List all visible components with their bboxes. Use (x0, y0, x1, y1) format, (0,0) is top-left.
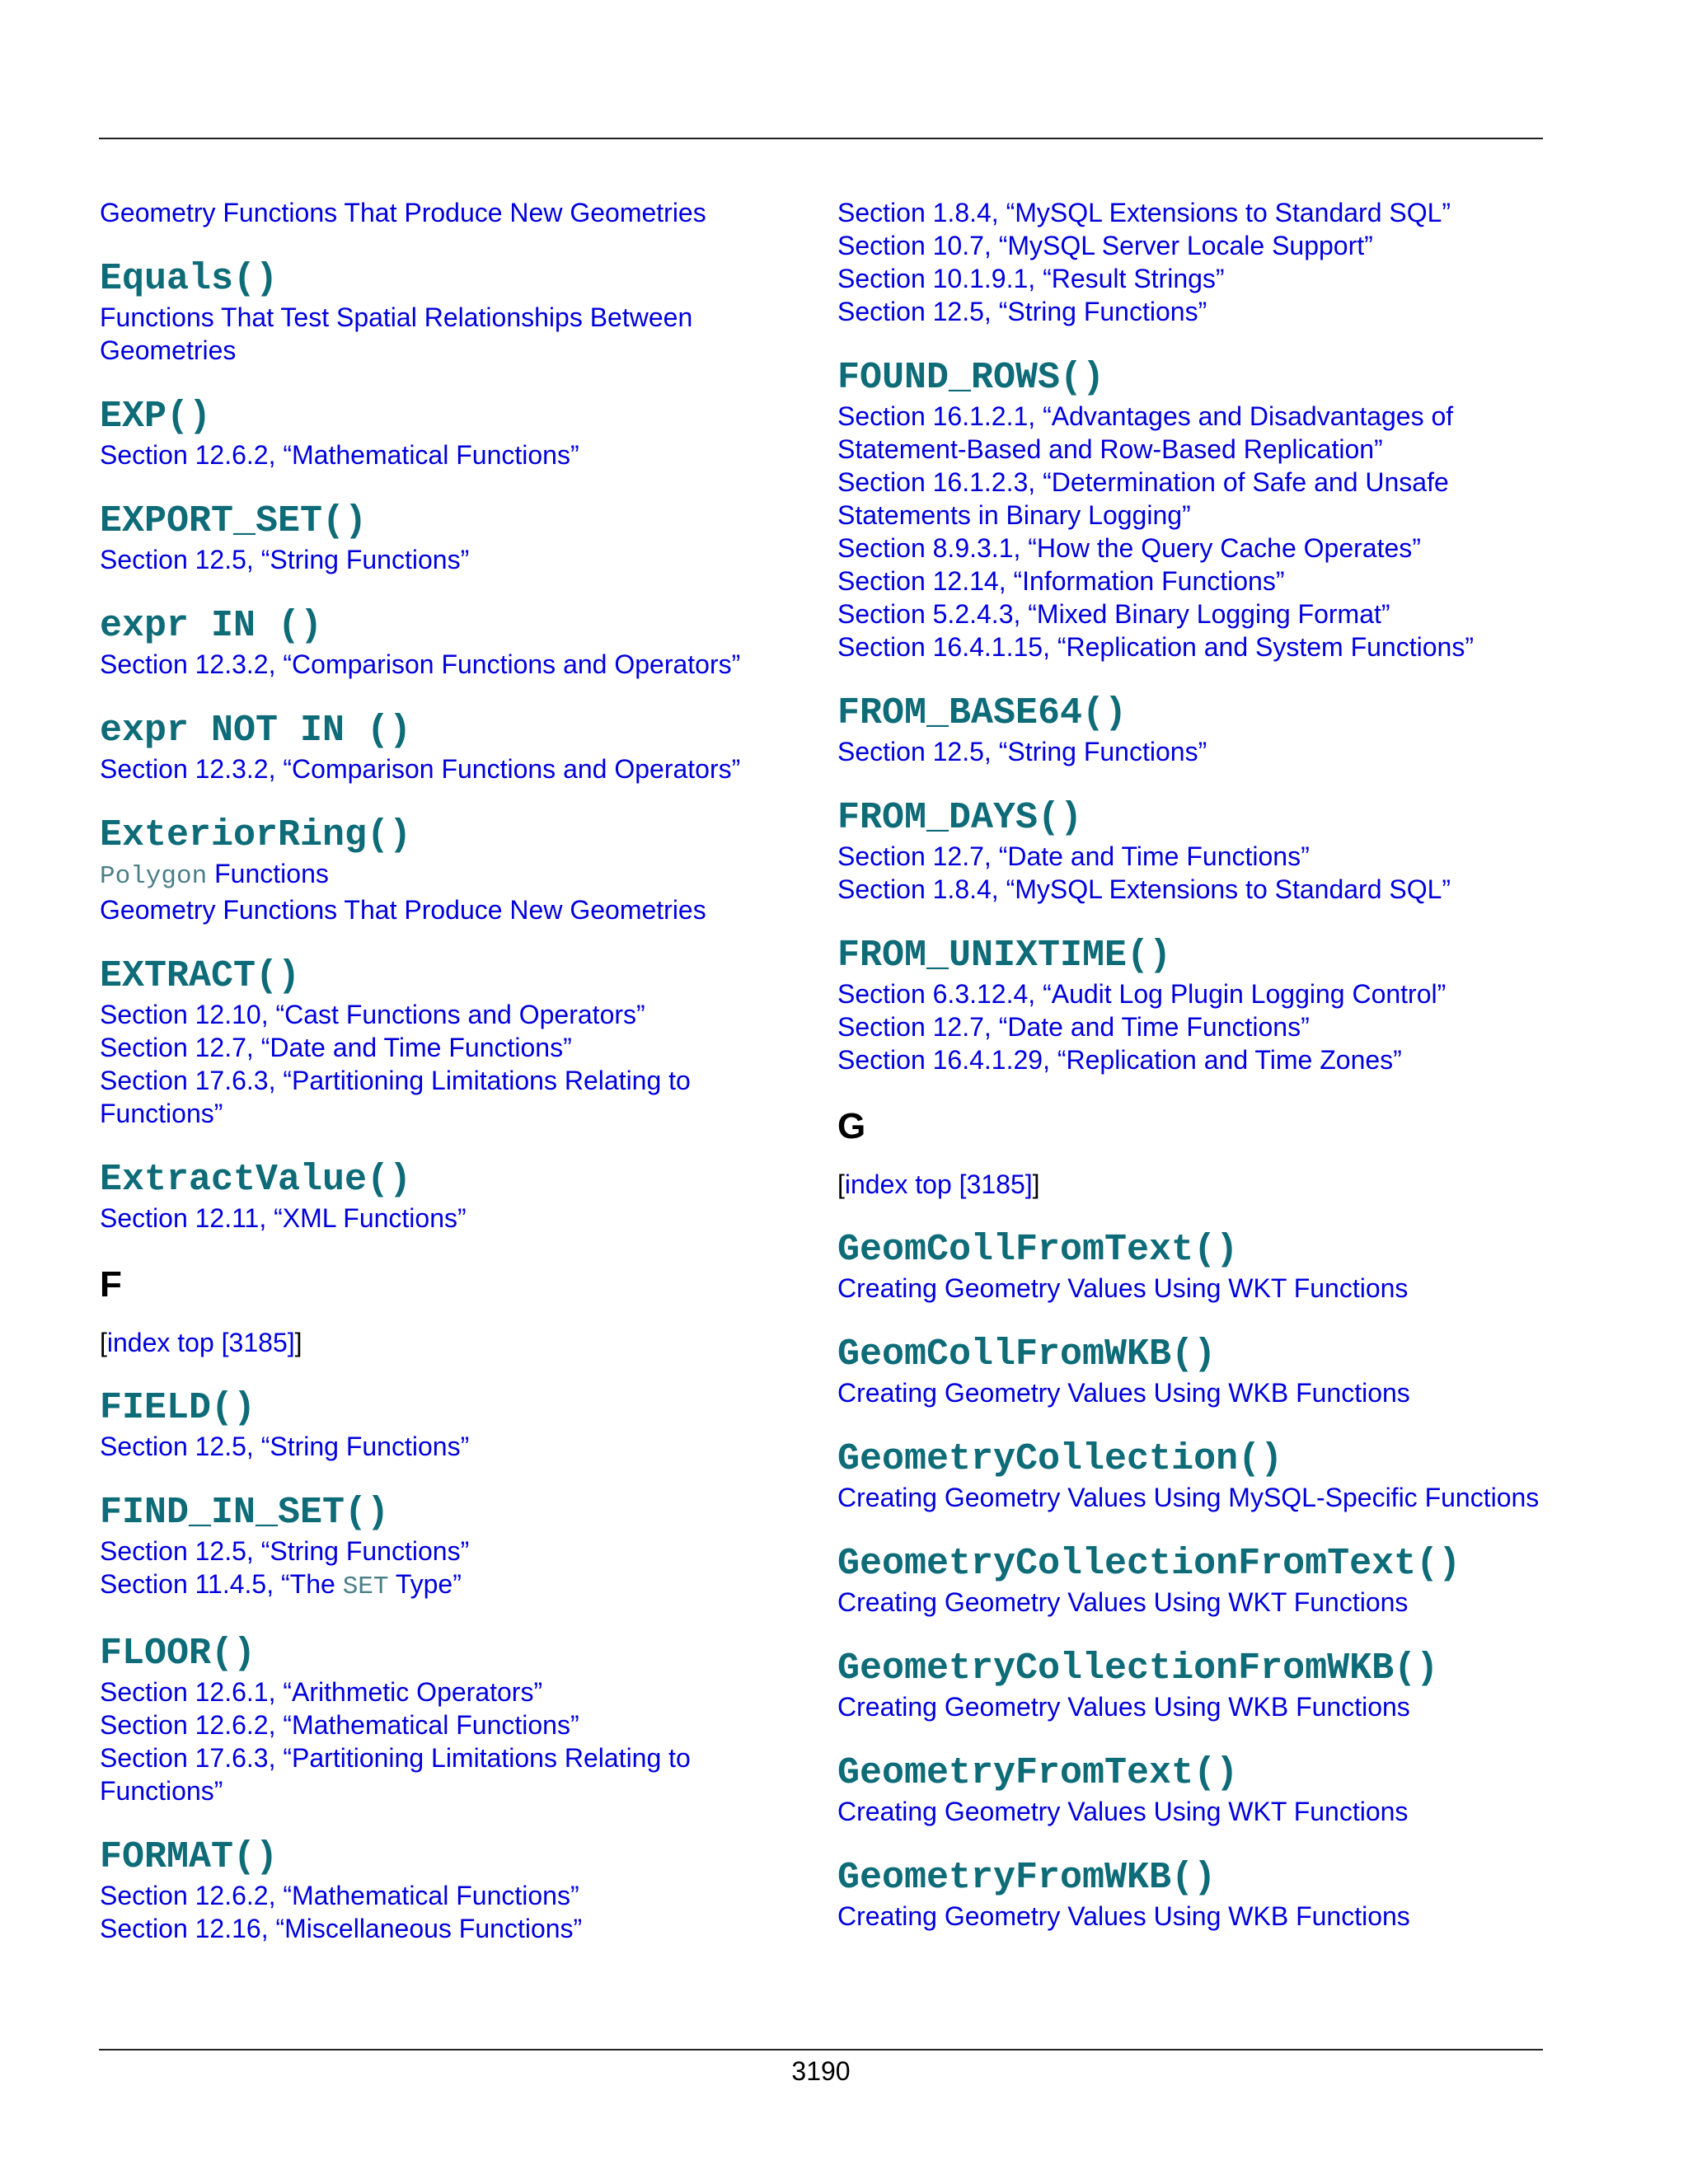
index-column-left (100, 196, 792, 1974)
index-reference-link[interactable]: Section 12.5, “String Functions” (100, 1536, 470, 1566)
index-term-format: FORMAT() (100, 1836, 279, 1878)
index-reference-link[interactable]: Section 16.1.2.1, “Advantages and Disadvantages of Statement-Based and Row-Based Replication” (837, 401, 1454, 464)
index-reference-link[interactable]: Section 6.3.12.4, “Audit Log Plugin Logging Control” (837, 979, 1447, 1009)
index-entry (100, 396, 792, 471)
index-reference-link[interactable]: Creating Geometry Values Using WKT Functions (837, 1273, 1409, 1303)
index-entry (100, 1159, 792, 1235)
index-reference-link[interactable]: Section 10.7, “MySQL Server Locale Support” (837, 231, 1373, 260)
index-term-find-in-set: FIND_IN_SET() (100, 1492, 390, 1534)
index-term-expr-in: expr IN () (100, 605, 323, 647)
index-reference-link[interactable]: Section 12.14, “Information Functions” (837, 566, 1285, 596)
letter-heading-f: F (100, 1264, 122, 1305)
index-term-equals: Equals() (100, 258, 279, 300)
index-term-expr-not-in: expr NOT IN () (100, 710, 412, 752)
index-reference-link[interactable]: Section 10.1.9.1, “Result Strings” (837, 264, 1225, 293)
index-top-nav (837, 1168, 1546, 1201)
index-reference-link[interactable]: Geometry Functions That Produce New Geometries (100, 895, 706, 925)
index-term-geometryfromtext: GeometryFromText() (837, 1752, 1239, 1794)
index-reference-link[interactable]: Section 12.7, “Date and Time Functions” (837, 841, 1310, 871)
index-entry (837, 1438, 1546, 1514)
bracket-open: [ (837, 1169, 845, 1199)
carry-over-references (837, 196, 1546, 328)
index-term-floor: FLOOR() (100, 1633, 256, 1675)
index-term-export-set: EXPORT_SET() (100, 500, 368, 542)
index-column-right (837, 196, 1546, 1961)
index-entry (837, 1333, 1546, 1409)
bracket-open: [ (100, 1328, 107, 1357)
index-reference-link[interactable]: Section 12.6.2, “Mathematical Functions” (100, 440, 579, 470)
index-reference-link[interactable]: Creating Geometry Values Using WKB Functions (837, 1901, 1410, 1931)
index-entry (100, 710, 792, 785)
index-term-extract: EXTRACT() (100, 955, 301, 997)
index-reference-link[interactable]: Section 12.16, “Miscellaneous Functions” (100, 1914, 583, 1943)
index-reference-link[interactable]: Geometry Functions That Produce New Geometries (100, 198, 706, 227)
index-top-nav (100, 1326, 792, 1359)
index-reference-link[interactable]: Section 12.3.2, “Comparison Functions and Operators” (100, 754, 741, 784)
carry-over-references (100, 196, 792, 229)
index-reference-link[interactable]: Creating Geometry Values Using WKT Functions (837, 1587, 1409, 1617)
letter-heading-g: G (837, 1106, 866, 1146)
index-reference-link[interactable]: Section 12.3.2, “Comparison Functions and Operators” (100, 649, 741, 679)
index-reference-link[interactable]: Section 16.4.1.15, “Replication and System Functions” (837, 632, 1474, 662)
index-entry (837, 935, 1546, 1076)
index-term-extractvalue: ExtractValue() (100, 1159, 412, 1201)
index-reference-link[interactable]: Functions That Test Spatial Relationships Between Geometries (100, 302, 693, 365)
index-term-from-days: FROM_DAYS() (837, 797, 1083, 839)
index-reference-link[interactable]: Section 12.5, “String Functions” (837, 297, 1207, 326)
index-term-geomcollfromwkb: GeomCollFromWKB() (837, 1333, 1217, 1376)
index-entry (837, 797, 1546, 906)
index-term-geometrycollectionfromtext: GeometryCollectionFromText() (837, 1543, 1461, 1585)
bracket-close: ] (294, 1328, 302, 1357)
index-reference-link[interactable]: Section 8.9.3.1, “How the Query Cache Operates” (837, 533, 1421, 563)
index-reference-link[interactable]: Creating Geometry Values Using WKB Functions (837, 1692, 1410, 1722)
index-reference-link[interactable]: Creating Geometry Values Using MySQL-Specific Functions (837, 1483, 1540, 1512)
index-reference-link[interactable]: Section 17.6.3, “Partitioning Limitations Relating to Functions” (100, 1066, 691, 1128)
index-term-geometrycollection: GeometryCollection() (837, 1438, 1283, 1480)
index-entry (100, 955, 792, 1130)
index-reference-link[interactable]: Section 12.7, “Date and Time Functions” (837, 1012, 1310, 1042)
index-reference-link[interactable]: Section 1.8.4, “MySQL Extensions to Standard SQL” (837, 874, 1451, 904)
index-reference-link[interactable]: Section 16.1.2.3, “Determination of Safe and Unsafe Statements in Binary Logging” (837, 467, 1449, 530)
index-reference-link[interactable]: Section 12.10, “Cast Functions and Operators” (100, 1000, 645, 1029)
index-entry (837, 1229, 1546, 1305)
index-reference-link[interactable]: Section 12.5, “String Functions” (100, 545, 470, 574)
index-reference-link[interactable]: Section 17.6.3, “Partitioning Limitations Relating to Functions” (100, 1743, 691, 1806)
index-reference-link[interactable]: Section 1.8.4, “MySQL Extensions to Standard SQL” (837, 198, 1451, 227)
index-entry (837, 1543, 1546, 1619)
index-reference-link[interactable]: Section 16.4.1.29, “Replication and Time Zones” (837, 1045, 1402, 1075)
reference-text: Type” (388, 1569, 462, 1599)
index-reference-link[interactable]: Creating Geometry Values Using WKT Functions (837, 1797, 1409, 1826)
index-reference-link[interactable]: Section 5.2.4.3, “Mixed Binary Logging Format” (837, 599, 1390, 629)
index-reference-link[interactable]: Section 12.6.1, “Arithmetic Operators” (100, 1677, 543, 1707)
reference-text: Functions (207, 859, 329, 888)
index-reference-link[interactable]: Creating Geometry Values Using WKB Functions (837, 1378, 1410, 1408)
index-term-found-rows: FOUND_ROWS() (837, 357, 1105, 399)
index-reference-link[interactable]: Section 12.11, “XML Functions” (100, 1203, 467, 1233)
reference-text: Section 11.4.5, “The (100, 1569, 343, 1599)
index-term-geomcollfromtext: GeomCollFromText() (837, 1229, 1239, 1271)
index-entry (100, 1633, 792, 1807)
reference-code: SET (342, 1572, 389, 1601)
index-reference-link[interactable] (100, 857, 792, 893)
reference-code: Polygon (100, 862, 208, 891)
index-entry (100, 1492, 792, 1604)
index-top-link[interactable]: index top [3185] (106, 1328, 295, 1357)
index-entry (837, 692, 1546, 768)
bracket-close: ] (1032, 1169, 1040, 1199)
index-reference-link[interactable]: Section 12.6.2, “Mathematical Functions” (100, 1710, 579, 1740)
index-top-link[interactable]: index top [3185] (844, 1169, 1033, 1199)
index-entry (100, 1836, 792, 1945)
index-term-exp: EXP() (100, 396, 212, 438)
index-reference-link[interactable] (100, 1568, 792, 1604)
index-entry (837, 357, 1546, 663)
index-reference-link[interactable]: Section 12.5, “String Functions” (837, 737, 1207, 766)
index-reference-link[interactable]: Section 12.6.2, “Mathematical Functions” (100, 1881, 579, 1910)
index-entry (837, 1857, 1546, 1933)
index-reference-link[interactable]: Section 12.5, “String Functions” (100, 1432, 470, 1461)
index-entry (100, 1387, 792, 1463)
index-entry (100, 500, 792, 576)
index-entry (100, 814, 792, 926)
index-term-from-unixtime: FROM_UNIXTIME() (837, 935, 1172, 977)
footer-rule (99, 2049, 1543, 2050)
header-rule (99, 138, 1543, 139)
index-term-geometryfromwkb: GeometryFromWKB() (837, 1857, 1217, 1899)
index-term-from-base64: FROM_BASE64() (837, 692, 1128, 734)
index-entry (100, 605, 792, 681)
page-number: 3190 (791, 2056, 851, 2086)
index-term-field: FIELD() (100, 1387, 256, 1429)
index-term-geometrycollectionfromwkb: GeometryCollectionFromWKB() (837, 1647, 1439, 1690)
index-reference-link[interactable]: Section 12.7, “Date and Time Functions” (100, 1033, 572, 1062)
index-entry (100, 258, 792, 367)
index-term-exteriorring: ExteriorRing() (100, 814, 412, 856)
index-entry (837, 1647, 1546, 1723)
index-entry (837, 1752, 1546, 1828)
